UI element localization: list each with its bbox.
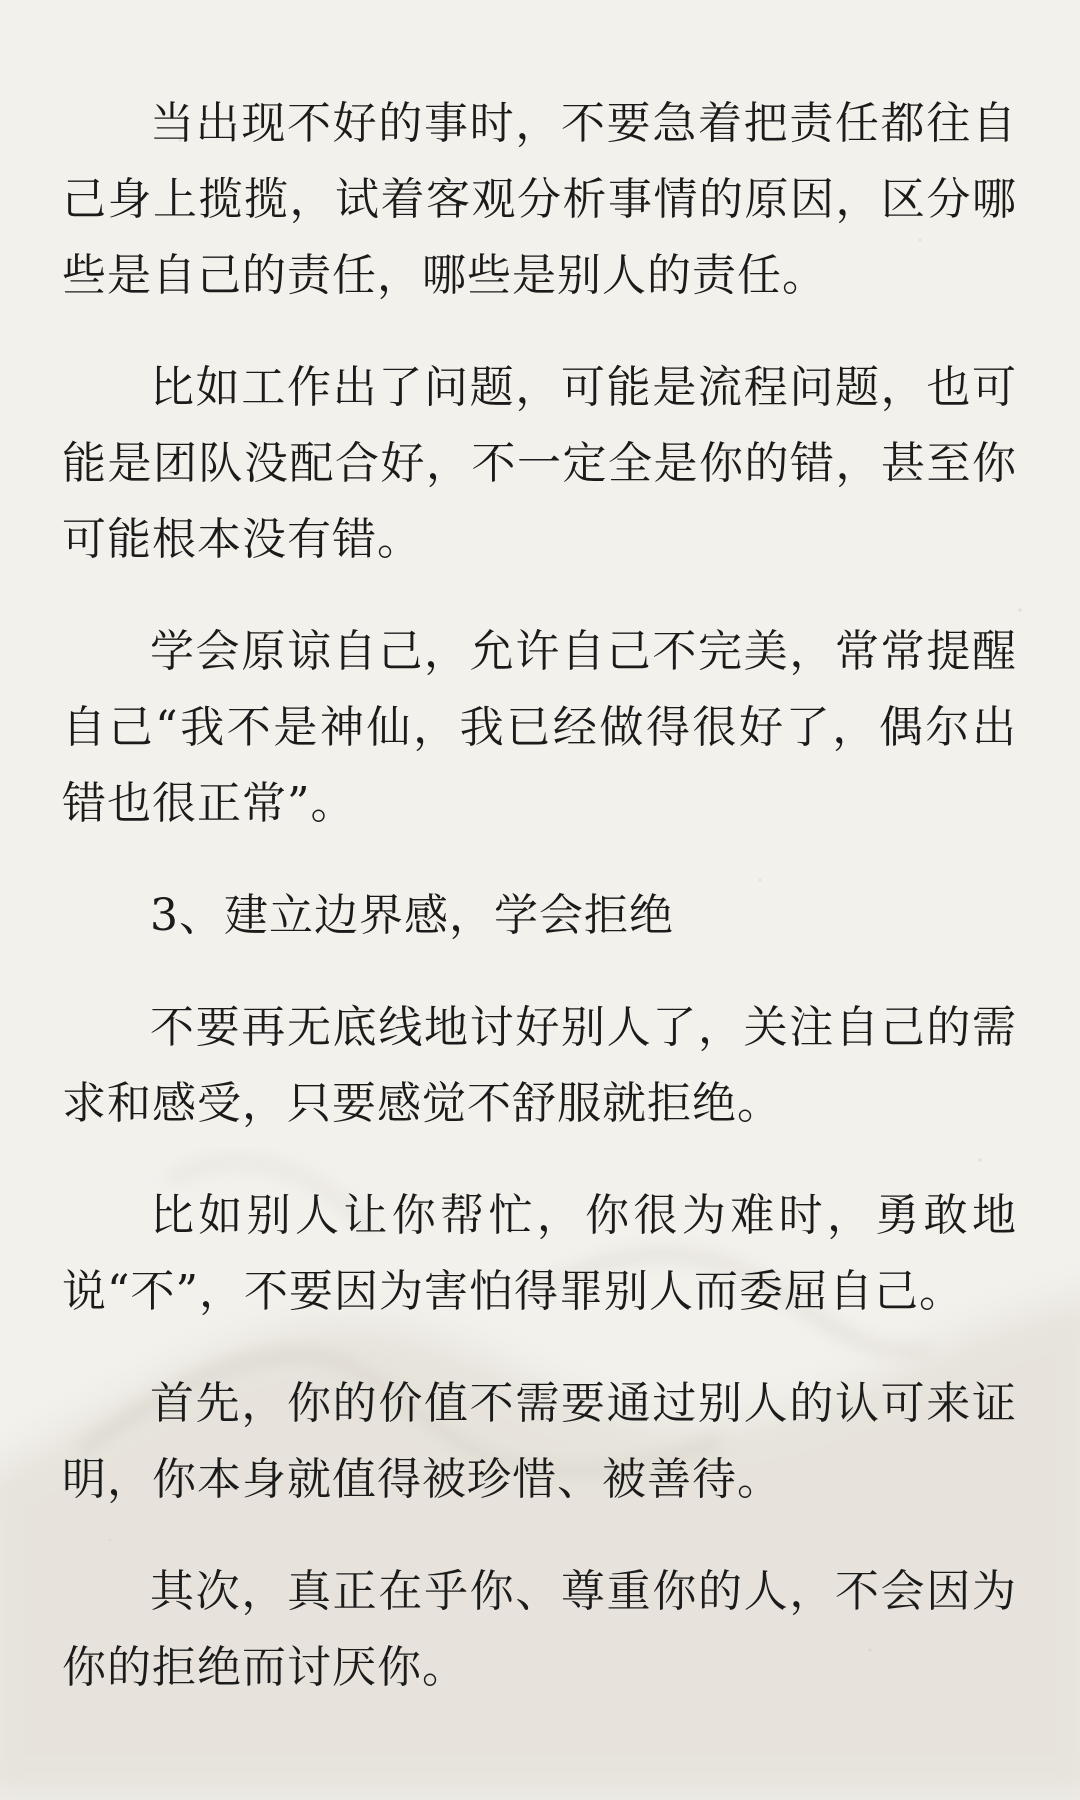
paragraph-5: 比如别人让你帮忙，你很为难时，勇敢地说“不”，不要因为害怕得罪别人而委屈自己。 — [62, 1190, 1017, 1317]
section-heading: 3、建立边界感，学会拒绝 — [150, 890, 674, 941]
paragraph-6: 首先，你的价值不需要通过别人的认可来证明，你本身就值得被珍惜、被善待。 — [62, 1378, 1017, 1505]
paragraph-2: 比如工作出了问题，可能是流程问题，也可能是团队没配合好，不一定全是你的错，甚至你可能根本没有错。 — [62, 362, 1017, 565]
paragraph-1: 当出现不好的事时，不要急着把责任都往自己身上揽揽，试着客观分析事情的原因，区分哪些是自己的责任，哪些是别人的责任。 — [62, 98, 1017, 301]
paragraph-3: 学会原谅自己，允许自己不完美，常常提醒自己“我不是神仙，我已经做得很好了，偶尔出错也很正常”。 — [62, 626, 1017, 829]
paragraph-7: 其次，真正在乎你、尊重你的人，不会因为你的拒绝而讨厌你。 — [62, 1566, 1017, 1693]
paragraph-4: 不要再无底线地讨好别人了，关注自己的需求和感受，只要感觉不舒服就拒绝。 — [62, 1002, 1017, 1129]
article-content — [62, 86, 1017, 1742]
